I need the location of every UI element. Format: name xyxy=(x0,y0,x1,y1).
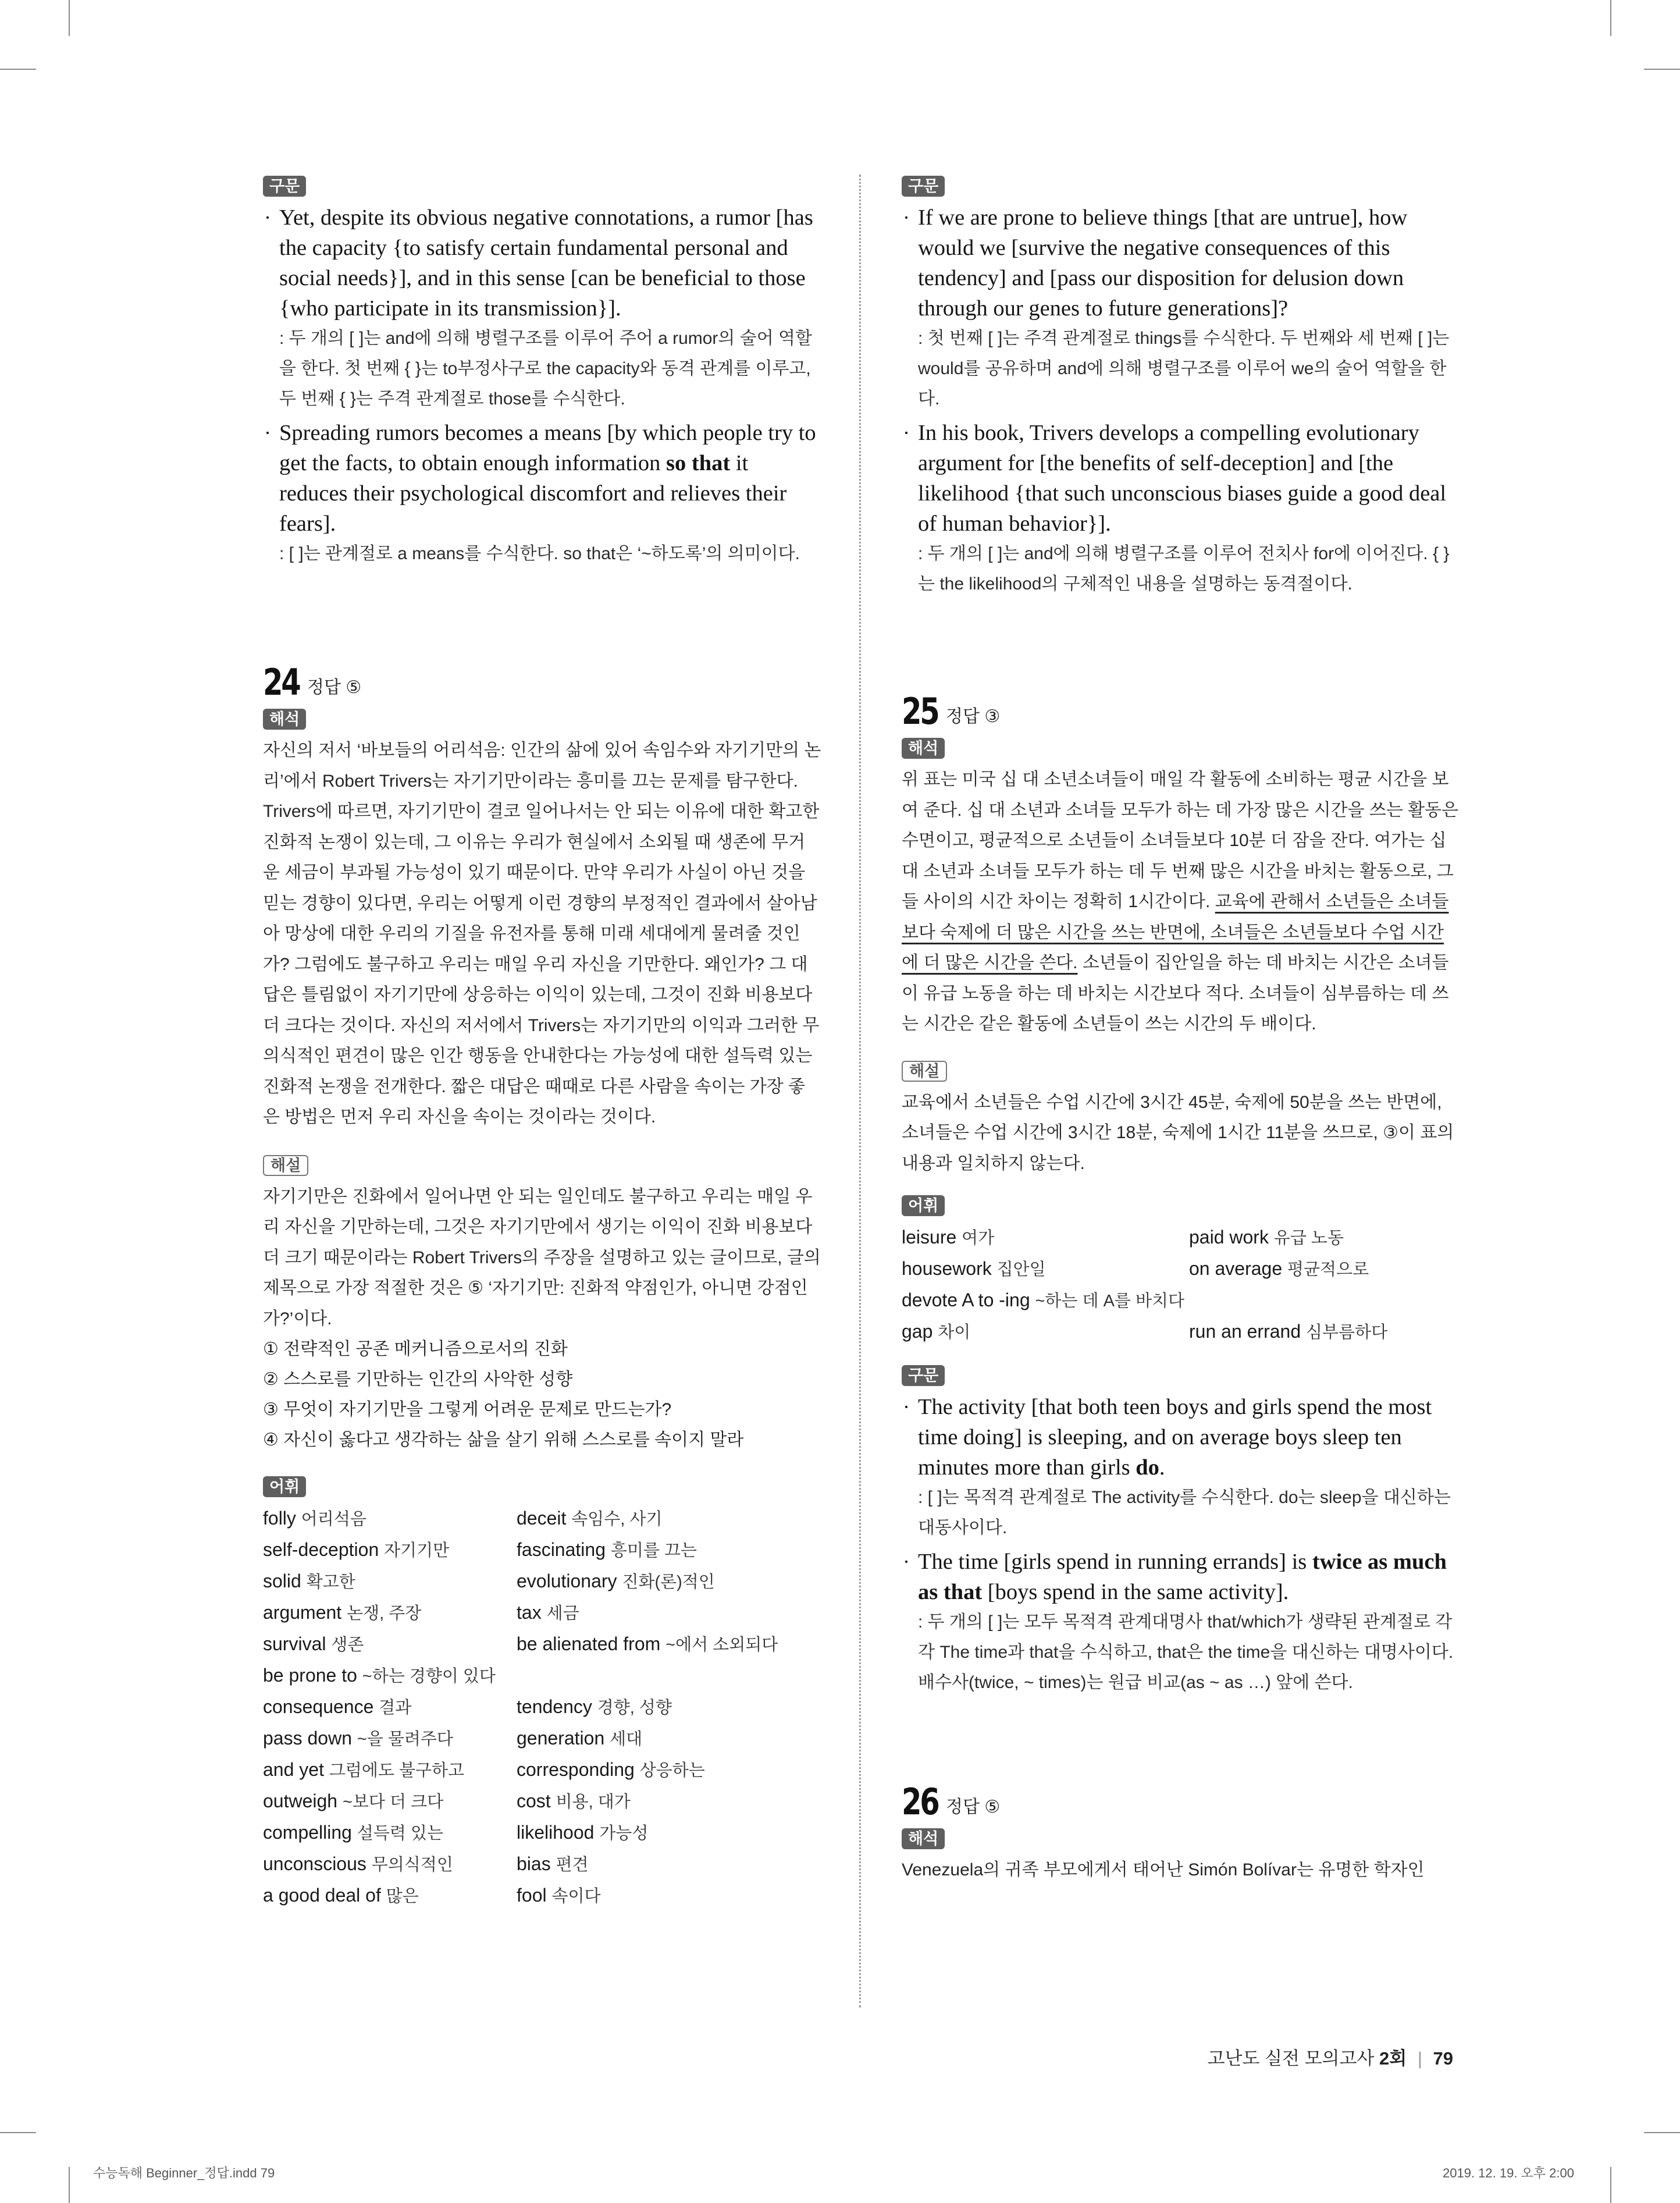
question-24-header xyxy=(263,647,821,701)
vocab-entry: generation 세대 xyxy=(517,1728,643,1749)
column-divider xyxy=(859,175,861,2007)
crop-mark xyxy=(1610,0,1611,36)
vocab-entry: deceit 속임수, 사기 xyxy=(517,1508,663,1529)
syntax-item xyxy=(902,1547,1460,1698)
vocab-entry: folly 어리석음 xyxy=(263,1508,366,1529)
vocab-entry: evolutionary 진화(론)적인 xyxy=(517,1570,715,1591)
option-item: ① 전략적인 공존 메커니즘으로서의 진화 xyxy=(263,1339,568,1359)
syntax-sentence: If we are prone to believe things [that are untrue], how would we [survive the negative consequences of this tendency] and [pass our disposition for delusion down through our genes to future generations]? xyxy=(918,205,1408,321)
syntax-badge: 구문 xyxy=(902,1365,945,1386)
syntax-item xyxy=(902,202,1460,414)
bullet-icon: · xyxy=(903,206,910,229)
vocab-entry: tendency 경향, 성향 xyxy=(517,1696,672,1717)
answer-label: 정답 ③ xyxy=(946,707,1001,726)
options-list xyxy=(263,1334,821,1455)
question-number: 25 xyxy=(902,690,938,733)
vocab-entry: run an errand 심부름하다 xyxy=(1189,1321,1388,1342)
crop-mark xyxy=(69,0,70,36)
translation-text: 자신의 저서 ‘바보들의 어리석음: 인간의 삶에 있어 속임수와 자기기만의 논리’에서 Robert Trivers는 자기기만이라는 흥미를 끄는 문제를 탐구한다. Trivers에 따르면, 자기기만이 결코 일어나서는 안 되는 이유에 대한 확고한 진화적 논쟁이 있는데, 그 이유는 우리가 현실에서 소외될 때 생존에 무거운 세금이 부과될 가능성이 있기 때문이다. 만약 우리가 사실이 아닌 것을 믿는 경향이 있다면, 우리는 어떻게 이런 경향의 부정적인 결과에서 살아남아 망상에 대한 우리의 기질을 유전자를 통해 미래 세대에게 물려줄 것인가? 그럼에도 불구하고 우리는 매일 우리 자신을 기만한다. 왜인가? 그 대답은 틀림없이 자기기만에 상응하는 이익이 있는데, 그것이 진화 비용보다 더 크다는 것이다. 자신의 저서에서 Trivers는 자기기만의 이익과 그러한 무의식적인 편견이 많은 인간 행동을 안내한다는 가능성에 대한 설득력 있는 진화적 논쟁을 전개한다. 짧은 대답은 때때로 다른 사람을 속이는 가장 좋은 방법은 먼저 우리 자신을 속이는 것이라는 것이다. xyxy=(263,741,821,1127)
syntax-badge: 구문 xyxy=(902,176,945,197)
translation-badge: 해석 xyxy=(263,709,306,730)
question-25-header xyxy=(902,676,1460,733)
crop-mark xyxy=(1610,2167,1611,2203)
crop-mark xyxy=(1644,69,1680,70)
footer-round: 2회 xyxy=(1379,2048,1407,2069)
syntax-note: : [ ]는 목적격 관계절로 The activity를 수식한다. do는 sleep을 대신하는 대동사이다. xyxy=(918,1488,1451,1537)
translation-text: 위 표는 미국 십 대 소년소녀들이 매일 각 활동에 소비하는 평균 시간을 보여 준다. 십 대 소년과 소녀들 모두가 하는 데 가장 많은 시간을 쓰는 활동은 수면이고, 평균적으로 소년들이 소녀들보다 10분 더 잠을 잔다. 여가는 십 대 소년과 소녀들 모두가 하는 데 두 번째 많은 시간을 바치는 활동으로, 그들 사이의 시간 차이는 정확히 1시간이다. 교육에 관해서 소년들은 소녀들보다 숙제에 더 많은 시간을 쓰는 반면에, 소녀들은 소년들보다 수업 시간에 더 많은 시간을 쓴다. 소년들이 집안일을 하는 데 바치는 시간은 소녀들이 유급 노동을 하는 데 바치는 시간보다 적다. 소녀들이 심부름하는 데 쓰는 시간은 같은 활동에 소년들이 쓰는 시간의 두 배이다. xyxy=(902,770,1459,1033)
crop-mark xyxy=(0,2132,36,2133)
syntax-note: : 두 개의 [ ]는 and에 의해 병렬구조를 이루어 전치사 for에 이어진다. { }는 the likelihood의 구체적인 내용을 설명하는 동격절이다. xyxy=(918,544,1450,594)
bullet-icon: · xyxy=(264,421,271,445)
vocab-entry: leisure 여가 xyxy=(902,1227,995,1248)
explanation-badge: 해설 xyxy=(902,1061,947,1082)
page-footer: 고난도 실전 모의고사 2회 | 79 xyxy=(1207,2048,1453,2069)
page-number: 79 xyxy=(1433,2048,1453,2069)
syntax-item xyxy=(263,202,821,414)
syntax-item xyxy=(902,1392,1460,1543)
vocab-entry: likelihood 가능성 xyxy=(517,1822,649,1843)
question-number: 26 xyxy=(902,1781,938,1823)
syntax-note: : 첫 번째 [ ]는 주격 관계절로 things를 수식한다. 두 번째와 세 번째 [ ]는 would를 공유하며 and에 의해 병렬구조를 이루어 we의 술어 역할을 한다. xyxy=(918,329,1450,408)
vocab-entry: fascinating 흥미를 끄는 xyxy=(517,1539,697,1560)
option-item: ② 스스로를 기만하는 인간의 사악한 성향 xyxy=(263,1370,573,1389)
left-column xyxy=(263,169,821,1911)
bullet-icon: · xyxy=(903,421,910,445)
bullet-icon: · xyxy=(903,1550,910,1573)
answer-label: 정답 ⑤ xyxy=(946,1797,1001,1817)
slug-date: 2019. 12. 19. 오후 2:00 xyxy=(1443,2166,1574,2180)
vocab-entry: bias 편견 xyxy=(517,1853,589,1874)
vocab-entry: tax 세금 xyxy=(517,1602,579,1623)
translation-badge: 해석 xyxy=(902,738,945,759)
slug-file: 수능독해 Beginner_정답.indd 79 xyxy=(93,2166,275,2180)
syntax-item xyxy=(263,418,821,569)
explanation-badge: 해설 xyxy=(263,1155,308,1176)
translation-text: Venezuela의 귀족 부모에게서 태어난 Simón Bolívar는 유명한 학자인 xyxy=(902,1860,1425,1879)
footer-title: 고난도 실전 모의고사 xyxy=(1207,2048,1375,2069)
syntax-sentence: In his book, Trivers develops a compelling evolutionary argument for [the benefits of self-deception] and [the likelihood {that such unconscious biases guide a good deal of human behavior}]. xyxy=(918,421,1447,536)
answer-label: 정답 ⑤ xyxy=(307,678,362,697)
vocab-entry: paid work 유급 노동 xyxy=(1189,1227,1344,1248)
crop-mark xyxy=(69,2167,70,2203)
vocab-entry: fool 속이다 xyxy=(517,1885,601,1906)
option-item: ④ 자신이 옳다고 생각하는 삶을 살기 위해 스스로를 속이지 말라 xyxy=(263,1430,744,1449)
bullet-icon: · xyxy=(903,1395,910,1419)
vocab-badge: 어휘 xyxy=(902,1195,945,1216)
vocab-entry: solid 확고한 xyxy=(263,1570,355,1591)
translation-badge: 해석 xyxy=(902,1828,945,1849)
vocab-entry: devote A to -ing ~하는 데 A를 바치다 xyxy=(902,1289,1185,1310)
explanation-text: 자기기만은 진화에서 일어나면 안 되는 일인데도 불구하고 우리는 매일 우리 자신을 기만하는데, 그것은 자기기만에서 생기는 이익이 진화 비용보다 더 크기 때문이라는 Robert Trivers의 주장을 설명하고 있는 글이므로, 글의 제목으로 가장 적절한 것은 ⑤ ‘자기기만: 진화적 약점인가, 아니면 강점인가?’이다. xyxy=(263,1186,821,1328)
vocab-entry: a good deal of 많은 xyxy=(263,1885,419,1906)
vocab-entry: compelling 설득력 있는 xyxy=(263,1822,443,1843)
vocab-entry: be alienated from ~에서 소외되다 xyxy=(517,1633,778,1654)
vocab-entry: and yet 그럼에도 불구하고 xyxy=(263,1759,465,1780)
syntax-sentence: The time [girls spend in running errands] is twice as much as that [boys spend in the same activity]. xyxy=(918,1550,1447,1604)
bullet-icon: · xyxy=(264,206,271,229)
vocab-entry: pass down ~을 물려주다 xyxy=(263,1728,453,1749)
syntax-sentence: The activity [that both teen boys and girls spend the most time doing] is sleeping, and on average boys sleep ten minutes more than girls do. xyxy=(918,1395,1432,1480)
vocab-entry: survival 생존 xyxy=(263,1633,364,1654)
syntax-note: : 두 개의 [ ]는 모두 목적격 관계대명사 that/which가 생략된 관계절로 각각 The time과 that을 수식하고, that은 the time을 대신하는 대명사이다. 배수사(twice, ~ times)는 원급 비교(as ~ as …) 앞에 쓴다. xyxy=(918,1612,1454,1692)
vocab-entry: argument 논쟁, 주장 xyxy=(263,1602,422,1623)
vocab-entry: unconscious 무의식적인 xyxy=(263,1853,453,1874)
vocab-entry: consequence 결과 xyxy=(263,1696,412,1717)
vocab-entry: be prone to ~하는 경향이 있다 xyxy=(263,1665,496,1686)
vocab-entry: housework 집안일 xyxy=(902,1258,1046,1279)
question-number: 24 xyxy=(263,661,300,703)
syntax-item xyxy=(902,418,1460,599)
vocab-list xyxy=(263,1503,821,1911)
syntax-sentence: Yet, despite its obvious negative connotations, a rumor [has the capacity {to satisfy certain fundamental personal and social needs}], and in this sense [can be beneficial to those {who participate in its transmission}]. xyxy=(279,205,813,321)
vocab-entry: on average 평균적으로 xyxy=(1189,1258,1369,1279)
syntax-note: : [ ]는 관계절로 a means를 수식한다. so that은 ‘~하도록’의 의미이다. xyxy=(279,544,800,563)
explanation-text: 교육에서 소년들은 수업 시간에 3시간 45분, 숙제에 50분을 쓰는 반면에, 소녀들은 수업 시간에 3시간 18분, 숙제에 1시간 11분을 쓰므로, ③이 표의 내용과 일치하지 않는다. xyxy=(902,1092,1454,1173)
crop-mark xyxy=(0,69,36,70)
vocab-entry: gap 차이 xyxy=(902,1321,971,1342)
syntax-sentence: Spreading rumors becomes a means [by which people try to get the facts, to obtain enough information so that it reduces their psychological discomfort and relieves their fears]. xyxy=(279,421,816,536)
underlined-sentence: 교육에 관해서 소년들은 소녀들보다 숙제에 더 많은 시간을 쓰는 반면에, 소녀들은 소년들보다 수업 시간에 더 많은 시간을 쓴다. xyxy=(902,892,1449,972)
syntax-badge: 구문 xyxy=(263,176,306,197)
right-column xyxy=(902,169,1460,1886)
question-26-header xyxy=(902,1767,1460,1823)
option-item: ③ 무엇이 자기기만을 그렇게 어려운 문제로 만드는가? xyxy=(263,1400,672,1419)
vocab-entry: outweigh ~보다 더 크다 xyxy=(263,1790,444,1811)
vocab-list xyxy=(902,1222,1460,1348)
syntax-note: : 두 개의 [ ]는 and에 의해 병렬구조를 이루어 주어 a rumor의 술어 역할을 한다. 첫 번째 { }는 to부정사구로 the capacity와 동격 관계를 이루고, 두 번째 { }는 주격 관계절로 those를 수식한다. xyxy=(279,329,812,408)
vocab-entry: cost 비용, 대가 xyxy=(517,1790,631,1811)
vocab-entry: corresponding 상응하는 xyxy=(517,1759,705,1780)
vocab-entry: self-deception 자기기만 xyxy=(263,1539,450,1560)
vocab-badge: 어휘 xyxy=(263,1476,306,1497)
crop-mark xyxy=(1644,2132,1680,2133)
